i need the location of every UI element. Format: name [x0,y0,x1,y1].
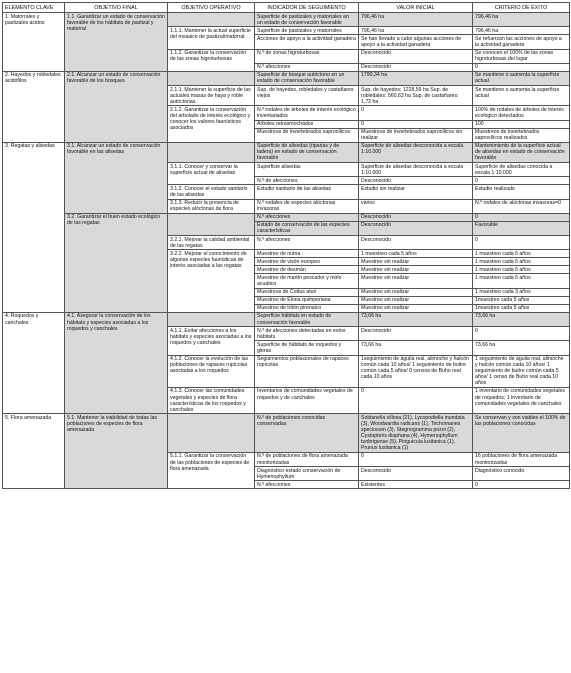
cell-elemento-clave: 5. Flora amenazada [3,414,65,489]
cell-criterio-exito: 1muestreo cada 5 años [473,296,570,304]
cell-valor-inicial: Muestreo sin realizar [359,258,473,266]
cell-indicador: Árboles retrasmochados [255,120,359,128]
cell-criterio-exito: 1 muestreo cada 5 años [473,266,570,274]
cell-criterio-exito: 0 [473,481,570,489]
cell-criterio-exito: Mantenimiento de la superficie actual de alisedas en estado de conservación favorable [473,142,570,162]
cell-objetivo-operativo: 3.2.2. Mejorar el conocimiento de algunas especies faunísticas de interés asociadas a las regatas [168,250,255,313]
cell-criterio-exito: 0 [473,213,570,221]
cell-indicador: Muestreo de nutria [255,250,359,258]
cell-objetivo-operativo: 1.1.2. Garantizar la conservación de las zonas higroturbosas [168,49,255,71]
cell-objetivo-operativo: 3.2.1. Mejorar la calidad ambiental de las regatas [168,236,255,250]
cell-criterio-exito: 796,46 ha [473,13,570,27]
cell-indicador: Seguimientos poblacionales de rapaces rupícolas [255,355,359,387]
cell-indicador: Muestreos de Cottus aturi [255,288,359,296]
cell-valor-inicial: Desconocido [359,236,473,250]
cell-valor-inicial: Muestreo sin realizar [359,266,473,274]
cell-criterio-exito: 0 [473,327,570,341]
cell-valor-inicial: Muestreo sin realizar [359,304,473,312]
cell-indicador: Muestreo de desmán [255,266,359,274]
cell-objetivo-operativo [168,213,255,235]
monitoring-table-container [2,2,569,489]
cell-indicador: Superficie de hábitats de roquedos y gleras [255,341,359,355]
cell-valor-inicial: 73,66 ha [359,312,473,326]
cell-valor-inicial: Superficie de alisedas desconocida a escala 1:10.000 [359,142,473,162]
cell-criterio-exito: Estudio realizado [473,185,570,199]
cell-criterio-exito: Diagnóstico conocido [473,467,570,481]
table-row [3,142,570,162]
cell-indicador: Estudio sanitario de las alisedas [255,185,359,199]
cell-indicador: Muestreo de Elona quimperiana [255,296,359,304]
cell-criterio-exito: 16 poblaciones de flora amenazada monitorizadas [473,452,570,466]
table-row [3,312,570,326]
cell-indicador: Superficie de pastizales y matorrales en un estado de conservación favorable [255,13,359,27]
cell-valor-inicial: 73,66 ha [359,341,473,355]
cell-indicador: N.º afecciones [255,481,359,489]
cell-valor-inicial: Soldanella villosa (21), Lycopodiella inundata (3), Woodwardia radicans (1), Trichomanes speciosum (3), Stegnogramma pozoi (2), Cystopteris diaphana (4), Hymenophyllum tunbrigense (5), Pinguicula lusitanica (1), Prunus lusitanica (1) [359,414,473,453]
header-objetivo-operativo: OBJETIVO OPERATIVO [168,3,255,13]
cell-valor-inicial: Desconocido [359,63,473,71]
cell-indicador: Superficie alisedas [255,163,359,177]
cell-elemento-clave: 1. Matorrales y pastizales acidos [3,13,65,72]
cell-criterio-exito: 73,66 ha [473,341,570,355]
cell-criterio-exito: 0 [473,63,570,71]
cell-criterio-exito: 1muestreo cada 5 años [473,304,570,312]
cell-objetivo-operativo [168,142,255,162]
cell-indicador: N.º afecciones [255,213,359,221]
cell-objetivo-operativo: 3.1.3. Reducir la presencia de especies alóctonas de flora [168,199,255,213]
cell-valor-inicial: 0 [359,120,473,128]
cell-objetivo-operativo [168,312,255,326]
table-body [3,13,570,489]
cell-objetivo-operativo: 2.1.1. Mantener la superficie de las actuales masas de haya y roble autóctonas. [168,86,255,106]
cell-criterio-exito: N.º rodales de alóctonas invasoras=0 [473,199,570,213]
cell-elemento-clave: 2. Hayedos y robledales acidófilos [3,71,65,142]
cell-elemento-clave: 3. Regatas y alisedas [3,142,65,312]
cell-criterio-exito: 73,66 ha [473,312,570,326]
header-elemento-clave: ELEMENTO CLAVE [3,3,65,13]
cell-valor-inicial: Muestreo sin realizar [359,274,473,288]
cell-objetivo-operativo: 2.1.2. Garantizar la conservación del arbolado de interés ecológico y conocer los valores faunísticos asociados [168,106,255,142]
cell-valor-inicial: 0 [359,452,473,466]
cell-objetivo-operativo: 5.1.1. Garantizar la conservación de las poblaciones de especies de flora amenazada [168,452,255,488]
cell-objetivo-operativo: 3.1.2. Conocer el estado sanitario de las alisedas [168,185,255,199]
cell-criterio-exito: 100 [473,120,570,128]
cell-indicador: N.º rodales de especies alóctonas invasoras [255,199,359,213]
cell-criterio-exito: 1 seguimiento de águila real, alimoche y halcón común cada 10 años/ 1 seguimiento de buitre común cada 5 años/ 1 censo de Buho real cada 10 años [473,355,570,387]
cell-indicador: Superficie de alisedas (riparias y de ladera) en estado de conservación favorable [255,142,359,162]
cell-valor-inicial: 1790,34 ha [359,71,473,85]
cell-criterio-exito: Favorable [473,221,570,235]
table-row [3,13,570,27]
cell-criterio-exito: 1 muestreo cada 5 años [473,274,570,288]
cell-valor-inicial: 0 [359,387,473,413]
table-row [3,213,570,221]
header-objetivo-final: OBJETIVO FINAL [65,3,168,13]
cell-indicador: N.º de poblaciones conocidas conservadas [255,414,359,453]
cell-valor-inicial: Desconocido [359,221,473,235]
cell-indicador: Acciones de apoyo a la actividad ganadera [255,35,359,49]
header-criterio-exito: CRITERIO DE ÉXITO [473,3,570,13]
cell-valor-inicial: Desconocido [359,49,473,63]
cell-objetivo-operativo [168,414,255,453]
cell-indicador: Muestreos de invertebrados saproxílicos [255,128,359,142]
cell-objetivo-final: 1.1. Garantizar un estado de conservación favorable de los hábitats de pastizal y matorral [65,13,168,72]
cell-objetivo-operativo: 4.1.1. Evitar afecciones a los hábitats y especies asociadas a los roquedos y canchales [168,327,255,355]
cell-valor-inicial: Superficie de alisedas desconocida a escala 1:10.000 [359,163,473,177]
header-valor-inicial: VALOR INICIAL [359,3,473,13]
cell-indicador: N.º de afecciones [255,177,359,185]
cell-objetivo-final: 5.1. Mantener la viabilidad de todas las poblaciones de especies de flora amenazada [65,414,168,489]
cell-valor-inicial: Existentes [359,481,473,489]
cell-criterio-exito: 1 inventario de comunidades vegetales de roquedos; 1 inventario de comunidades vegetales de canchales [473,387,570,413]
cell-criterio-exito: Se conocen el 100% de las zonas higroturbosas del lugar [473,49,570,63]
monitoring-table [2,2,570,489]
cell-indicador: Estado de conservación de las especies características [255,221,359,235]
cell-valor-inicial: 1 muestreo cada 5 años [359,250,473,258]
cell-valor-inicial: Desconocido [359,467,473,481]
cell-objetivo-final: 4.1. Asegurar la conservación de los hábitats y especies asociadas a los roquedos y canchales [65,312,168,413]
cell-indicador: N.º rodales de árboles de interés ecológico inventariados [255,106,359,120]
cell-criterio-exito: 1 muestreo cada 5 años [473,250,570,258]
cell-objetivo-operativo: 4.1.2. Conocer la evolución de las poblaciones de rapaces rupícolas asociadas a los roquedos [168,355,255,387]
cell-valor-inicial: 796,46 ha [359,13,473,27]
cell-valor-inicial: Muestreo sin realizar [359,288,473,296]
cell-criterio-exito: 796,46 ha [473,27,570,35]
cell-valor-inicial: Desconocido [359,177,473,185]
cell-indicador: Superficie de pastizales y matorrales [255,27,359,35]
cell-criterio-exito: Se refuerzan las acciones de apoyo a la actividad ganadera [473,35,570,49]
table-row [3,414,570,453]
cell-indicador: Superficie de bosque autóctono en un estado de conservación favorable [255,71,359,85]
cell-objetivo-operativo [168,13,255,27]
cell-valor-inicial: varios [359,199,473,213]
header-indicador: INDICADOR DE SEGUIMIENTO [255,3,359,13]
cell-objetivo-final: 3.1. Alcanzar un estado de conservación favorable en las alisedas [65,142,168,213]
cell-valor-inicial: Muestreo sin realizar [359,296,473,304]
cell-criterio-exito: Se conservan y son viables el 100% de las poblaciones conocidas [473,414,570,453]
cell-indicador: Muestreo de tritón pirenaico [255,304,359,312]
cell-criterio-exito: Muestreos de invertebrados saproxílicos realizados [473,128,570,142]
cell-objetivo-operativo [168,71,255,85]
cell-valor-inicial: 796,46 ha [359,27,473,35]
cell-criterio-exito: Superficie de alisedas conocida a escala 1:10.000 [473,163,570,177]
cell-criterio-exito: Se mantiene o aumenta la superficie actual [473,86,570,106]
cell-valor-inicial: 0 [359,106,473,120]
cell-criterio-exito: 0 [473,236,570,250]
cell-indicador: N.º de afecciones detectadas en estos hábitats [255,327,359,341]
cell-criterio-exito: Se mantiene o aumenta la superficie actual [473,71,570,85]
header-row [3,3,570,13]
cell-objetivo-operativo: 4.1.3. Conocer las comunidades vegetales y especies de flora características de los roquedos y canchales [168,387,255,413]
cell-indicador: N.º afecciones [255,63,359,71]
cell-indicador: Inventarios de comunidades vegetales de roquedos y de canchales [255,387,359,413]
cell-indicador: Muestreo de visón europeo [255,258,359,266]
cell-valor-inicial: Muestreos de invertebrados saproxílicos sin realizar [359,128,473,142]
cell-valor-inicial: Se han llevado a cabo algunas acciones de apoyo a la actividad ganadera [359,35,473,49]
cell-objetivo-operativo: 1.1.1. Mantener la actual superficie del mosaico de pastizal/matorral [168,27,255,49]
cell-criterio-exito: 0 [473,177,570,185]
cell-valor-inicial: Estudio sin realizar [359,185,473,199]
cell-valor-inicial: Desconocido [359,213,473,221]
cell-indicador: Sup. de hayedos, robledales y castañares viejos [255,86,359,106]
cell-indicador: N.º de poblaciones de flora amenazada monitorizadas [255,452,359,466]
cell-elemento-clave: 4. Roquedos y canchales [3,312,65,413]
cell-indicador: Muestreo de martín pescador y mirlo acuático [255,274,359,288]
cell-valor-inicial: Sup. de hayedos: 1228,59 ha Sup. de robledales: 560,63 ha Sup. de castañares: 1,72 ha [359,86,473,106]
cell-valor-inicial: 1seguimiento de águila real, alimoche y halcón común cada 10 años/ 1 seguimiento de buitre común cada 5 años/ 0 censos de Buho real cada 10 años [359,355,473,387]
cell-valor-inicial: Desconocido [359,327,473,341]
cell-criterio-exito: 1 muestreo cada 5 años [473,258,570,266]
cell-criterio-exito: 100% de rodales de árboles de interés ecológico detectados [473,106,570,120]
cell-indicador: Superficie hábitats en estado de conservación favorable [255,312,359,326]
cell-indicador: N.º afecciones [255,236,359,250]
cell-objetivo-operativo: 3.1.1. Conocer y conservar la superficie actual de alisedas [168,163,255,185]
cell-criterio-exito: 1 muestreo cada 3 años [473,288,570,296]
cell-indicador: N.º de zonas higroturbosas [255,49,359,63]
cell-indicador: Diagnóstico estado conservación de Hymenophyllum [255,467,359,481]
cell-objetivo-final: 2.1. Alcanzar un estado de conservación favorable de los bosques [65,71,168,142]
cell-objetivo-final: 3.2. Garantizar el buen estado ecológico de las regatas [65,213,168,312]
table-row [3,71,570,85]
